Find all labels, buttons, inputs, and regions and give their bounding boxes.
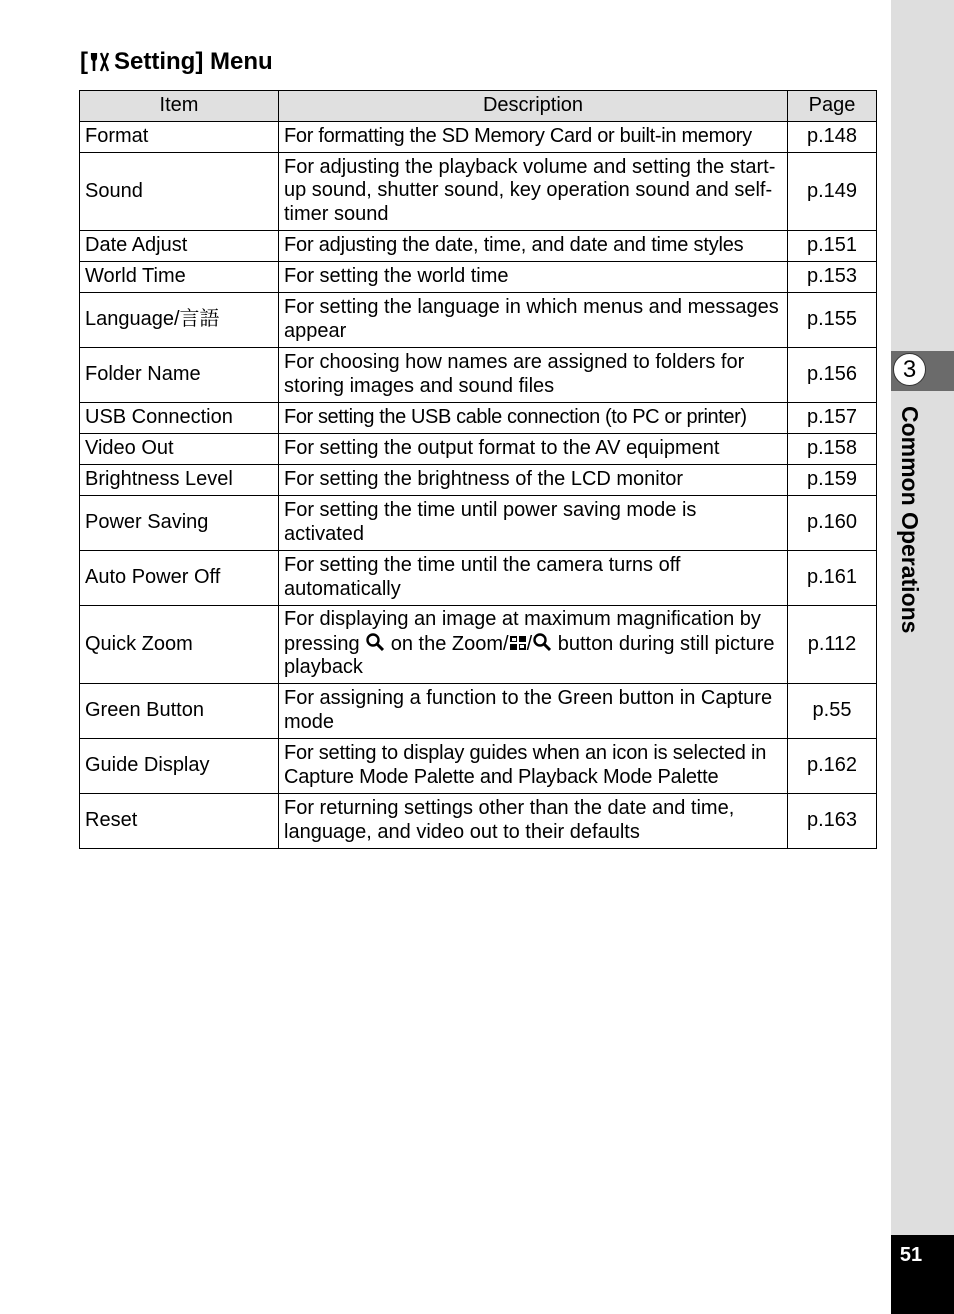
row-page: p.153 bbox=[788, 262, 877, 293]
row-item: World Time bbox=[80, 262, 279, 293]
row-page: p.156 bbox=[788, 348, 877, 403]
row-page: p.151 bbox=[788, 231, 877, 262]
row-item: Quick Zoom bbox=[80, 606, 279, 684]
row-page: p.155 bbox=[788, 293, 877, 348]
quick-zoom-desc-part-1: For displaying an image at maximum magnification by pressing bbox=[284, 608, 761, 655]
chapter-number: 3 bbox=[893, 353, 926, 386]
row-description: For returning settings other than the date and time, language, and video out to their defaults bbox=[279, 794, 788, 849]
row-description: For setting the language in which menus and messages appear bbox=[279, 293, 788, 348]
row-description: For setting the world time bbox=[279, 262, 788, 293]
row-description: For setting to display guides when an icon is selected in Capture Mode Palette and Playback Mode Palette bbox=[279, 739, 788, 794]
row-description: For setting the output format to the AV equipment bbox=[279, 434, 788, 465]
row-item: Video Out bbox=[80, 434, 279, 465]
table-row bbox=[80, 153, 877, 231]
title-text: Setting] Menu bbox=[114, 48, 273, 75]
header-item: Item bbox=[80, 91, 279, 122]
page-title bbox=[80, 48, 273, 76]
row-item: Auto Power Off bbox=[80, 551, 279, 606]
table-row bbox=[80, 496, 877, 551]
row-page: p.162 bbox=[788, 739, 877, 794]
table-row bbox=[80, 551, 877, 606]
row-item: Sound bbox=[80, 153, 279, 231]
row-description: For choosing how names are assigned to folders for storing images and sound files bbox=[279, 348, 788, 403]
table-row bbox=[80, 739, 877, 794]
table-row bbox=[80, 434, 877, 465]
table-row bbox=[80, 348, 877, 403]
table-row bbox=[80, 794, 877, 849]
row-description: For formatting the SD Memory Card or built-in memory bbox=[279, 122, 788, 153]
row-page: p.163 bbox=[788, 794, 877, 849]
chapter-title: Common Operations bbox=[897, 406, 923, 634]
row-description bbox=[279, 606, 788, 684]
quick-zoom-desc-part-3: / bbox=[526, 632, 533, 655]
quick-zoom-desc-part-4: button during still picture playback bbox=[284, 632, 775, 679]
table-row bbox=[80, 606, 877, 684]
row-description: For assigning a function to the Green button in Capture mode bbox=[279, 684, 788, 739]
row-description: For setting the time until power saving mode is activated bbox=[279, 496, 788, 551]
row-page: p.112 bbox=[788, 606, 877, 684]
wrench-setting-icon bbox=[90, 51, 110, 73]
table-row bbox=[80, 684, 877, 739]
row-item: Power Saving bbox=[80, 496, 279, 551]
row-description: For setting the brightness of the LCD monitor bbox=[279, 465, 788, 496]
table-row bbox=[80, 403, 877, 434]
table-row bbox=[80, 465, 877, 496]
zoom-in-magnifier-icon bbox=[532, 632, 552, 652]
title-open-bracket: [ bbox=[80, 48, 88, 75]
row-page: p.160 bbox=[788, 496, 877, 551]
table-row bbox=[80, 262, 877, 293]
row-description: For adjusting the date, time, and date and time styles bbox=[279, 231, 788, 262]
table-row bbox=[80, 231, 877, 262]
row-page: p.148 bbox=[788, 122, 877, 153]
quick-zoom-desc-part-2: on the Zoom/ bbox=[390, 632, 509, 655]
row-item: Language/言語 bbox=[80, 293, 279, 348]
row-item: Date Adjust bbox=[80, 231, 279, 262]
row-page: p.157 bbox=[788, 403, 877, 434]
page-number: 51 bbox=[899, 1244, 923, 1266]
row-item: Format bbox=[80, 122, 279, 153]
row-page: p.158 bbox=[788, 434, 877, 465]
row-item: Green Button bbox=[80, 684, 279, 739]
table-header-row bbox=[80, 91, 877, 122]
header-description: Description bbox=[279, 91, 788, 122]
row-page: p.161 bbox=[788, 551, 877, 606]
table-row bbox=[80, 293, 877, 348]
row-item: Guide Display bbox=[80, 739, 279, 794]
row-page: p.149 bbox=[788, 153, 877, 231]
row-item: Folder Name bbox=[80, 348, 279, 403]
row-item: Reset bbox=[80, 794, 279, 849]
row-page: p.55 bbox=[788, 684, 877, 739]
row-item: Brightness Level bbox=[80, 465, 279, 496]
row-page: p.159 bbox=[788, 465, 877, 496]
table-row bbox=[80, 122, 877, 153]
zoom-in-magnifier-icon bbox=[365, 632, 385, 652]
row-description: For adjusting the playback volume and setting the start-up sound, shutter sound, key operation sound and self-timer sound bbox=[279, 153, 788, 231]
row-item: USB Connection bbox=[80, 403, 279, 434]
thumbnail-grid-icon bbox=[509, 634, 527, 652]
row-description: For setting the USB cable connection (to PC or printer) bbox=[279, 403, 788, 434]
row-description: For setting the time until the camera turns off automatically bbox=[279, 551, 788, 606]
setting-menu-table bbox=[79, 90, 877, 849]
header-page: Page bbox=[788, 91, 877, 122]
